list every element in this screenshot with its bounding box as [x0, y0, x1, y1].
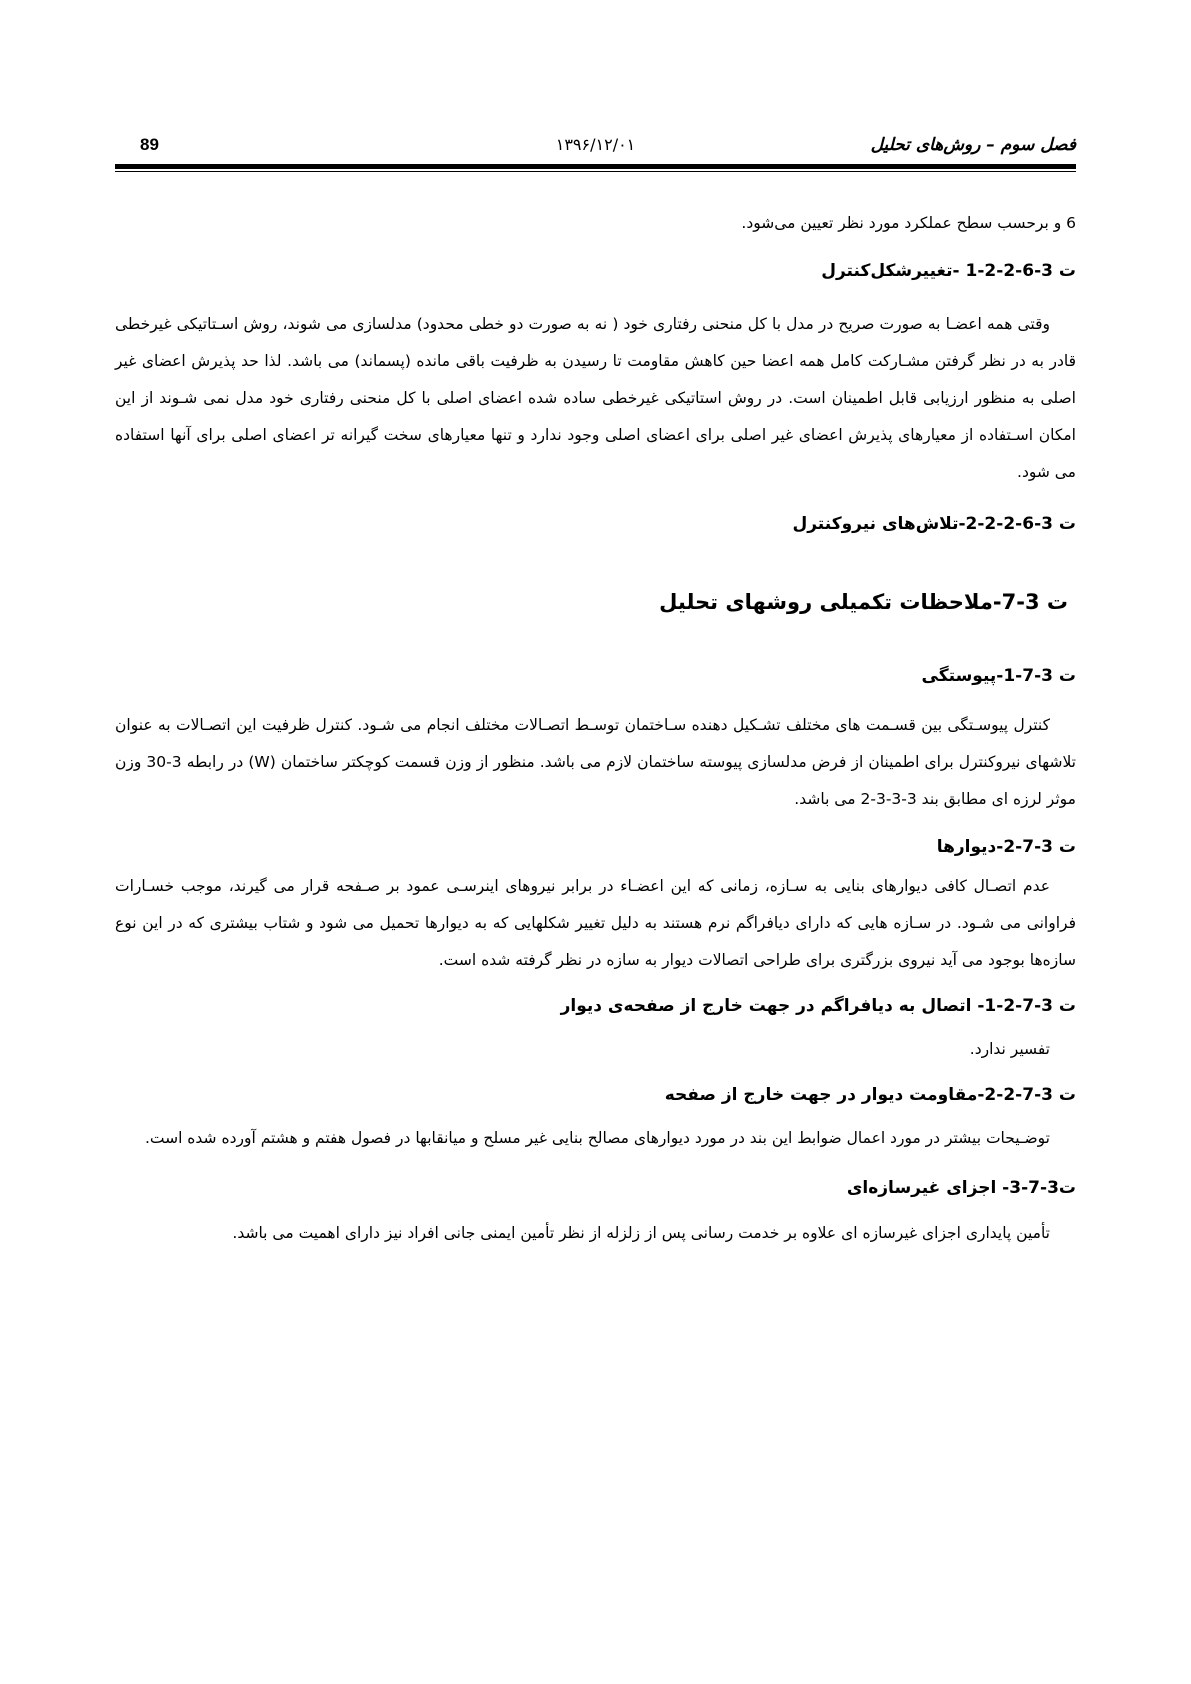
heading-3-7: ت 3-7-ملاحظات تکمیلی روشهای تحلیل: [659, 590, 1068, 614]
heading-3-7-2-2: ت 3-7-2-2-مقاومت دیوار در جهت خارج از صفحه: [664, 1085, 1076, 1105]
heading-3-7-1: ت 3-7-1-پیوستگی: [921, 666, 1076, 686]
header-date: ۱۳۹۶/۱۲/۰۱: [555, 135, 636, 154]
chapter-title: فصل سوم – روش‌های تحلیل: [870, 135, 1076, 155]
paragraph-deformation-control: وقتی همه اعضـا به صورت صریح در مدل با کل منحنی رفتاری خود ( نه به صورت دو خطی محدود) مدلسازی می شوند، روش اسـتاتیکی غیرخطی قادر به در نظر گرفتن مشـارکت کامل همه اعضا حین کاهش مقاومت تا رسیدن به ظرفیت باقی مانده (پسماند) می باشد. لذا حد پذیرش اعضای غیر اصلی به منظور ارزیابی قابل اطمینان است. در روش استاتیکی غیرخطی ساده شده اعضای اصلی با کل منحنی رفتاری خود مدل نمی شـوند از این امکان اسـتفاده از معیارهای پذیرش اعضای غیر اصلی برای اعضای اصلی وجود ندارد و تنها معیارهای سخت گیرانه تر اعضای اصلی برای آنها استفاده می شود.: [115, 315, 1076, 481]
paragraph-nonstructural: تأمین پایداری اجزای غیرسازه ای علاوه بر خدمت رسانی پس از زلزله از نظر تأمین ایمنی جانی افراد نیز دارای اهمیت می باشد.: [232, 1224, 1050, 1242]
paragraph-wall-strength: توضـیحات بیشتر در مورد اعمال ضوابط این بند در مورد دیوارهای مصالح بنایی غیر مسلح و میانقابها در فصول هفتم و هشتم آورده شده است.: [144, 1129, 1050, 1147]
paragraph-no-commentary: تفسیر ندارد.: [969, 1040, 1050, 1058]
paragraph-continuity: کنترل پیوسـتگی بین قسـمت های مختلف تشـکیل دهنده سـاختمان توسـط اتصـالات مختلف انجام می شـود. کنترل ظرفیت این اتصـالات به عنوان تلاشهای نیروکنترل برای اطمینان از فرض مدلسازی پیوسته ساختمان لازم می باشد. منظور از وزن قسمت کوچکتر ساختمان (W) در رابطه 3-30 وزن موثر لرزه ای مطابق بند 3-3-3-2 می باشد.: [115, 716, 1077, 808]
header-rule-thick: [115, 164, 1076, 169]
heading-3-7-3: ت3-7-3- اجزای غیرسازه‌ای: [846, 1178, 1076, 1198]
page-body: [115, 205, 1076, 1252]
heading-3-7-2: ت 3-7-2-دیوارها: [936, 837, 1076, 857]
heading-3-6-2-2-1: ت 3-6-2-2-1 -تغییرشکل‌کنترل: [821, 261, 1076, 281]
paragraph-continuation: 6 و برحسب سطح عملکرد مورد نظر تعیین می‌شود.: [741, 214, 1076, 232]
page-number: 89: [140, 135, 159, 154]
paragraph-walls: عدم اتصـال کافی دیوارهای بنایی به سـازه، زمانی که این اعضـاء در برابر نیروهای اینرسـی عمود بر صـفحه قرار می گیرند، موجب خسـارات فراوانی می شـود. در سـازه هایی که دارای دیافراگم نرم هستند به دلیل تغییر شکلهایی که به دیوارها تحمیل می شود و شتاب بیشتری که در این نوع سازه‌ها بوجود می آید نیروی بزرگتری برای طراحی اتصالات دیوار به سازه در نظر گرفته شده است.: [115, 877, 1076, 969]
heading-3-7-2-1: ت 3-7-2-1- اتصال به دیافراگم در جهت خارج از صفحه‌ی دیوار: [560, 996, 1076, 1016]
header-rule-thin: [115, 171, 1076, 172]
heading-3-6-2-2-2: ت 3-6-2-2-2-تلاش‌های نیروکنترل: [792, 514, 1076, 534]
